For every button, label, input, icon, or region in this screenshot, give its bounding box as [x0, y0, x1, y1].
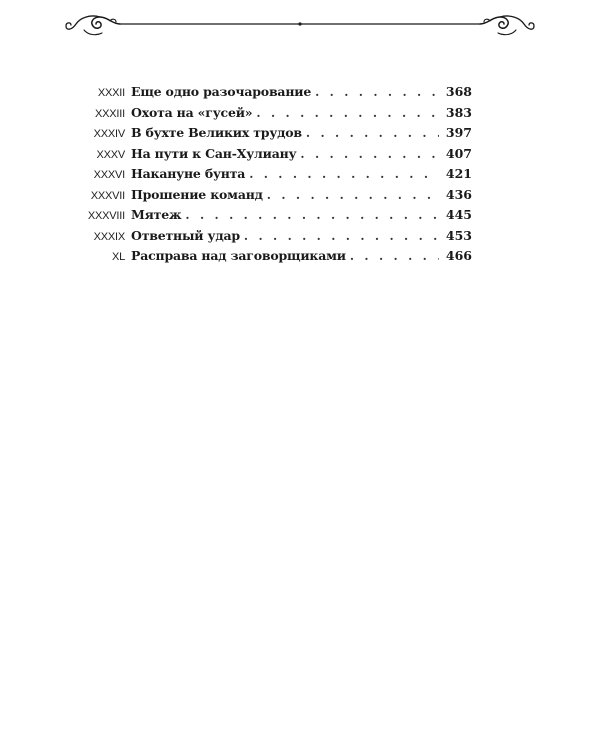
- chapter-number: XXXVII: [90, 189, 125, 202]
- dot-leader: [267, 185, 439, 206]
- toc-entry: [64, 123, 472, 144]
- page-number: 445: [445, 207, 472, 222]
- toc-entry: [64, 144, 472, 165]
- toc-entry: [64, 82, 472, 103]
- chapter-title: Охота на «гусей»: [131, 104, 253, 120]
- chapter-number: XXXIV: [93, 128, 125, 140]
- toc-entry: [64, 226, 472, 247]
- chapter-title: Прошение команд: [131, 186, 263, 202]
- chapter-title: Мятеж: [131, 207, 182, 222]
- chapter-number: XL: [111, 251, 125, 263]
- toc-entry: [64, 246, 472, 267]
- toc-entry: [64, 164, 472, 185]
- chapter-title: Еще одно разочарование: [131, 84, 312, 99]
- dot-leader: [300, 144, 439, 165]
- chapter-number: XXXVIII: [87, 210, 125, 222]
- chapter-number: XXXIX: [93, 230, 125, 243]
- dot-leader: [256, 103, 439, 124]
- chapter-number: XXXIII: [95, 107, 125, 120]
- dot-leader: [350, 246, 439, 267]
- chapter-number: XXXVI: [93, 169, 125, 181]
- chapter-number: XXXII: [97, 87, 125, 99]
- page-number: 453: [445, 227, 472, 243]
- page-number: 368: [445, 84, 472, 99]
- chapter-number: XXXV: [96, 148, 125, 161]
- page-number: 421: [445, 166, 472, 181]
- chapter-title: Ответный удар: [131, 227, 240, 243]
- dot-leader: [315, 82, 439, 103]
- page-number: 436: [445, 186, 472, 202]
- dot-leader: [249, 164, 439, 185]
- chapter-title: В бухте Великих трудов: [131, 125, 302, 140]
- dot-leader: [306, 123, 439, 144]
- table-of-contents: [64, 82, 472, 267]
- page-number: 397: [445, 125, 472, 140]
- chapter-title: На пути к Сан-Хулиану: [131, 145, 297, 161]
- page-number: 383: [445, 104, 472, 120]
- header-ornament-icon: [64, 8, 536, 40]
- page-number: 466: [445, 248, 472, 263]
- dot-leader: [244, 226, 439, 247]
- toc-entry: [64, 185, 472, 206]
- chapter-title: Расправа над заговорщиками: [131, 248, 346, 263]
- page-number: 407: [445, 145, 472, 161]
- toc-entry: [64, 205, 472, 226]
- dot-leader: [185, 205, 439, 226]
- toc-entry: [64, 103, 472, 124]
- chapter-title: Накануне бунта: [131, 166, 246, 181]
